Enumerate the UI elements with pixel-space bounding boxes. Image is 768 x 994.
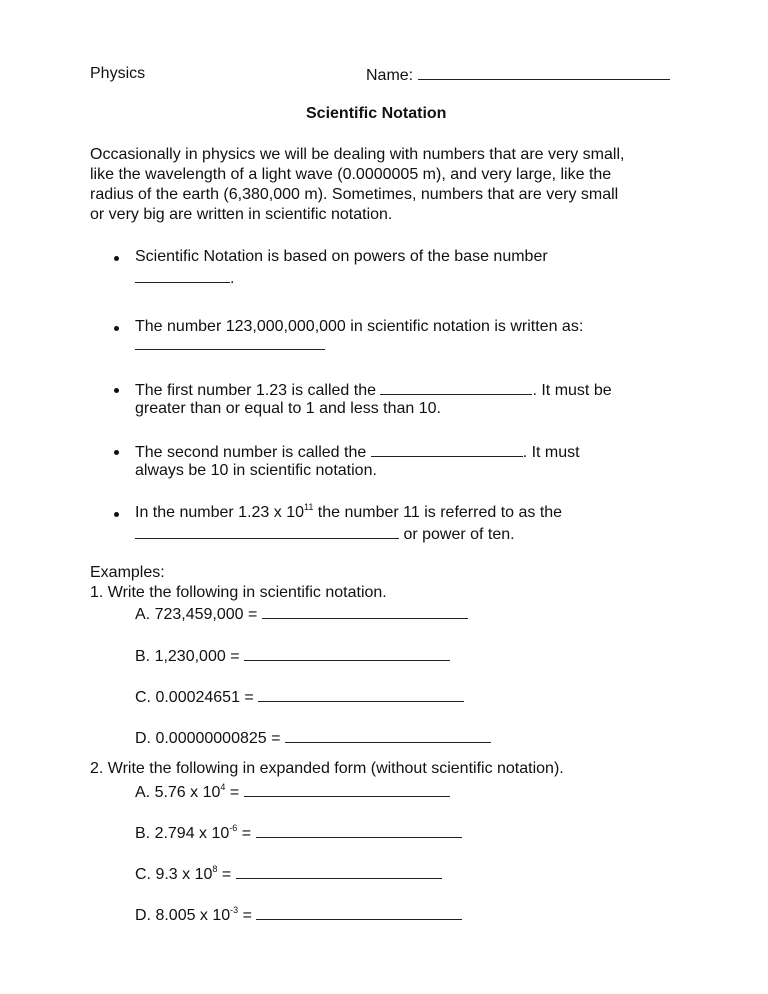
- bullet-icon: [114, 256, 119, 261]
- bullet-5-text-after: the number 11 is referred to as the: [313, 504, 563, 521]
- bullet-5-line-2: [135, 523, 515, 544]
- q1-item-d: [135, 727, 491, 748]
- q2-item-a: [135, 781, 450, 802]
- exponent-blank[interactable]: [135, 523, 399, 539]
- answer-blank[interactable]: [244, 781, 450, 797]
- item-label: D. 0.00000000825 =: [135, 730, 281, 747]
- bullet-icon: [114, 388, 119, 393]
- exponent: 8: [212, 864, 218, 874]
- bullet-5-text-end: or power of ten.: [399, 526, 515, 543]
- bullet-4-text-after: . It must: [522, 444, 580, 461]
- answer-blank[interactable]: [256, 822, 462, 838]
- bullet-5-text: In the number 1.23 x 10: [135, 504, 304, 521]
- item-label: A. 5.76 x 10: [135, 784, 221, 801]
- q1-item-c: [135, 686, 464, 707]
- equals: =: [237, 825, 252, 842]
- equals: =: [225, 784, 240, 801]
- bullet-4-line-1: [135, 441, 580, 462]
- name-label: Name:: [366, 67, 414, 84]
- answer-blank[interactable]: [135, 267, 230, 283]
- bullet-5-line-1: [135, 503, 562, 522]
- bullet-icon: [114, 326, 119, 331]
- bullet-2-text: The number 123,000,000,000 in scientific notation is written as:: [135, 318, 584, 335]
- q2-item-c: [135, 863, 442, 884]
- bullet-4-line-2: always be 10 in scientific notation.: [135, 462, 377, 479]
- exponent: 4: [220, 782, 226, 792]
- intro-line-3: radius of the earth (6,380,000 m). Sometimes, numbers that are very small: [90, 186, 619, 203]
- item-label: A. 723,459,000 =: [135, 606, 258, 623]
- item-label: D. 8.005 x 10: [135, 907, 231, 924]
- bullet-1-answer[interactable]: [135, 267, 234, 288]
- q1-item-b: [135, 645, 450, 666]
- q2-item-d: [135, 904, 462, 925]
- q2-item-b: [135, 822, 462, 843]
- intro-line-4: or very big are written in scientific notation.: [90, 206, 393, 223]
- answer-blank[interactable]: [256, 904, 462, 920]
- q1-item-a: [135, 603, 468, 624]
- q2-prompt: 2. Write the following in expanded form (without scientific notation).: [90, 760, 564, 777]
- item-label: C. 9.3 x 10: [135, 866, 213, 883]
- bullet-3-text: The first number 1.23 is called the: [135, 382, 377, 399]
- answer-blank[interactable]: [258, 686, 464, 702]
- bullet-1-text: Scientific Notation is based on powers of the base number: [135, 248, 548, 265]
- item-label: B. 1,230,000 =: [135, 648, 240, 665]
- answer-blank[interactable]: [236, 863, 442, 879]
- answer-blank[interactable]: [135, 334, 325, 350]
- q1-prompt: 1. Write the following in scientific notation.: [90, 584, 387, 601]
- exponent: 11: [304, 502, 314, 512]
- intro-line-1: Occasionally in physics we will be dealing with numbers that are very small,: [90, 146, 625, 163]
- name-blank[interactable]: [418, 64, 670, 80]
- bullet-icon: [114, 450, 119, 455]
- bullet-3-text-after: . It must be: [532, 382, 612, 399]
- item-label: C. 0.00024651 =: [135, 689, 254, 706]
- examples-heading: Examples:: [90, 564, 165, 581]
- intro-line-2: like the wavelength of a light wave (0.0000005 m), and very large, like the: [90, 166, 612, 183]
- bullet-icon: [114, 512, 119, 517]
- period: .: [230, 270, 235, 287]
- answer-blank[interactable]: [244, 645, 450, 661]
- name-field[interactable]: [366, 64, 670, 85]
- answer-blank[interactable]: [262, 603, 468, 619]
- subject-label: Physics: [90, 65, 146, 82]
- bullet-2-answer[interactable]: [135, 334, 325, 355]
- item-label: B. 2.794 x 10: [135, 825, 230, 842]
- equals: =: [217, 866, 232, 883]
- bullet-4-text: The second number is called the: [135, 444, 367, 461]
- answer-blank[interactable]: [285, 727, 491, 743]
- base-blank[interactable]: [371, 441, 523, 457]
- exponent: -3: [230, 905, 239, 915]
- bullet-3-line-1: [135, 379, 612, 400]
- exponent: -6: [229, 823, 238, 833]
- equals: =: [238, 907, 252, 924]
- bullet-3-line-2: greater than or equal to 1 and less than 10.: [135, 400, 441, 417]
- coefficient-blank[interactable]: [380, 379, 532, 395]
- page-title: Scientific Notation: [306, 105, 447, 122]
